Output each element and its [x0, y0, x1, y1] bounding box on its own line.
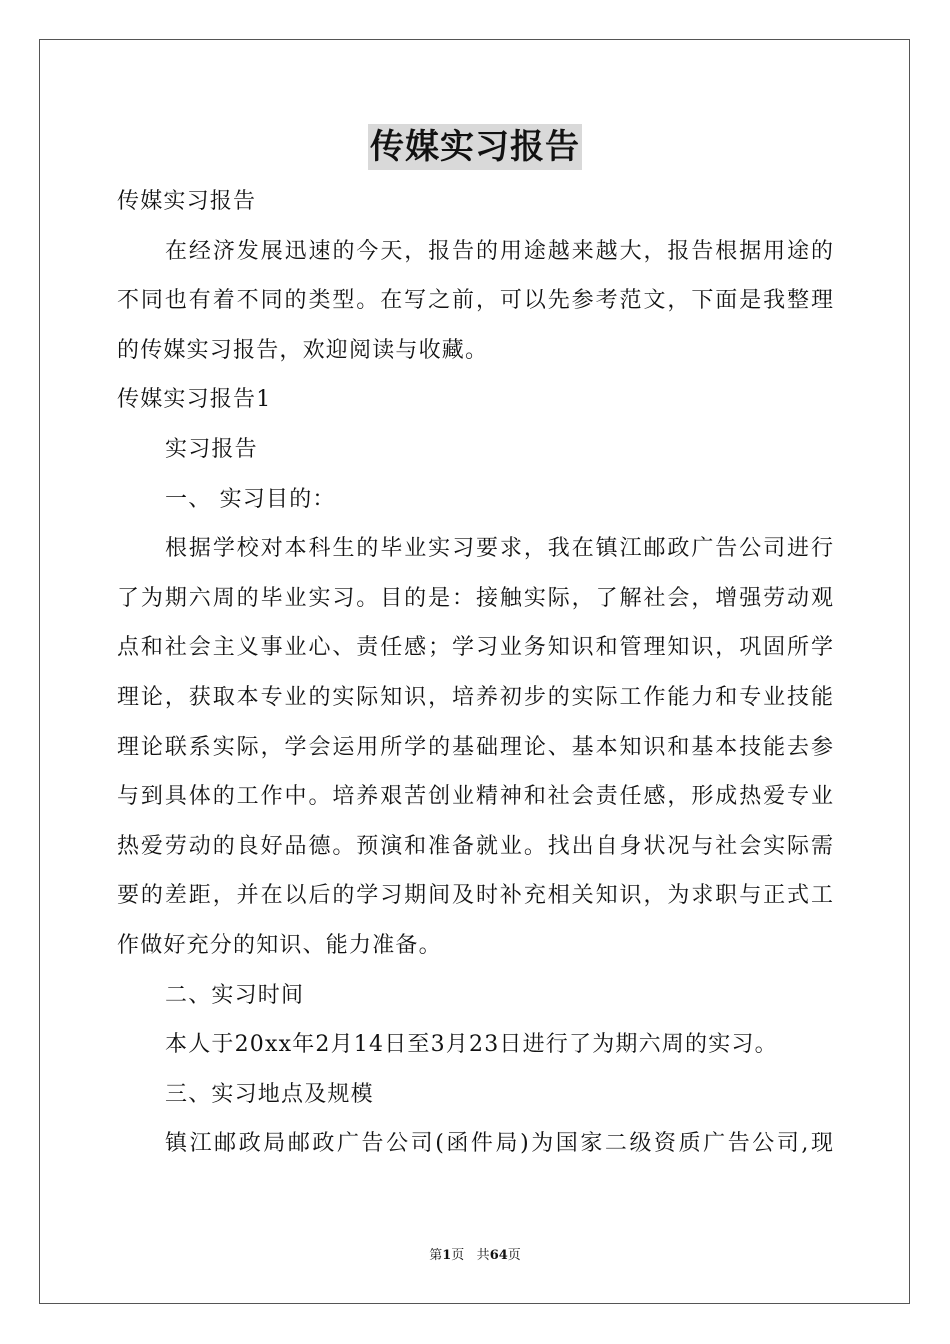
text-line: 与到具体的工作中。培养艰苦创业精神和社会责任感，形成热爱专业	[117, 784, 833, 810]
text-line: 传媒实习报告	[117, 189, 257, 214]
title-container	[0, 124, 950, 170]
footer-page-prefix: 第	[429, 1248, 443, 1263]
text-line: 本人于20xx年2月14日至3月23日进行了为期六周的实习。	[165, 1032, 778, 1058]
text-line: 理论联系实际，学会运用所学的基础理论、基本知识和基本技能去参	[117, 734, 833, 760]
footer-total-suffix: 页	[507, 1248, 521, 1263]
text-line: 传媒实习报告1	[117, 387, 272, 413]
text-line: 实习报告	[165, 436, 258, 462]
text-line: 热爱劳动的良好品德。预演和准备就业。找出自身状况与社会实际需	[117, 833, 833, 859]
text-line: 不同也有着不同的类型。在写之前，可以先参考范文，下面是我整理	[117, 288, 833, 314]
text-line: 镇江邮政局邮政广告公司(函件局)为国家二级资质广告公司,现	[165, 1131, 833, 1157]
text-line: 一、 实习目的：	[165, 486, 336, 512]
text-line: 二、实习时间	[165, 982, 305, 1008]
text-line: 理论，获取本专业的实际知识，培养初步的实际工作能力和专业技能	[117, 684, 833, 710]
footer-total-pages: 64	[489, 1248, 508, 1263]
footer-total-prefix: 共	[476, 1248, 490, 1263]
text-line: 根据学校对本科生的毕业实习要求，我在镇江邮政广告公司进行	[165, 536, 833, 562]
text-line: 三、实习地点及规模	[165, 1081, 374, 1107]
page-footer	[0, 1246, 950, 1266]
text-line: 作做好充分的知识、能力准备。	[117, 932, 442, 958]
text-line: 的传媒实习报告，欢迎阅读与收藏。	[117, 337, 489, 363]
text-line: 在经济发展迅速的今天，报告的用途越来越大，报告根据用途的	[165, 238, 833, 264]
text-line: 点和社会主义事业心、责任感；学习业务知识和管理知识，巩固所学	[117, 635, 833, 661]
document-body	[117, 177, 833, 1169]
text-line: 了为期六周的毕业实习。目的是：接触实际，了解社会，增强劳动观	[117, 585, 833, 611]
footer-page-mid: 页	[451, 1248, 465, 1263]
text-line: 要的差距，并在以后的学习期间及时补充相关知识，为求职与正式工	[117, 883, 833, 909]
document-title: 传媒实习报告	[368, 124, 582, 170]
footer-page-number: 1	[442, 1248, 452, 1263]
